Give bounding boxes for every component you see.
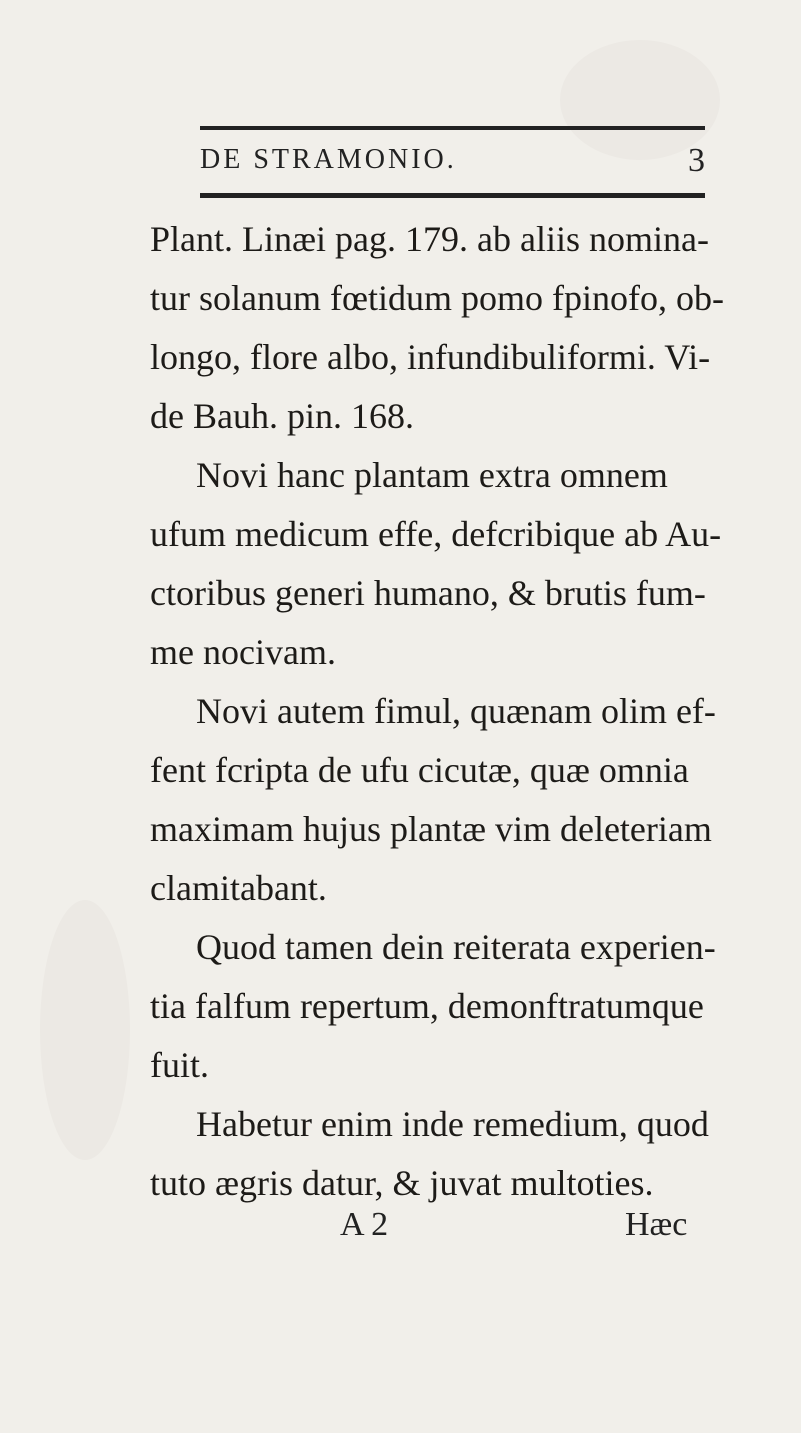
text-line: tuto ægris datur, & juvat multoties. — [150, 1163, 654, 1203]
paragraph-start-line: Habetur enim inde remedium, quod — [196, 1104, 709, 1144]
catchword: Hæc — [625, 1206, 688, 1243]
paragraph-start-line: Quod tamen dein reiterata experien- — [196, 927, 716, 967]
page-number: 3 — [688, 142, 705, 179]
text-line: ctoribus generi humano, & brutis fum- — [150, 573, 706, 613]
text-line: maximam hujus plantæ vim deleteriam — [150, 809, 712, 849]
paper-stain — [40, 900, 130, 1160]
text-line: clamitabant. — [150, 868, 327, 908]
body-text — [150, 210, 780, 1213]
paragraph-start-line: Novi hanc plantam extra omnem — [196, 455, 668, 495]
text-line: longo, flore albo, infundibuliformi. Vi- — [150, 337, 711, 377]
signature-mark: A 2 — [340, 1206, 389, 1243]
page-footer — [0, 1206, 801, 1256]
text-line: tia falfum repertum, demonftratumque — [150, 986, 704, 1026]
text-line: me nocivam. — [150, 632, 336, 672]
text-line: ufum medicum effe, defcribique ab Au- — [150, 514, 722, 554]
text-line: Plant. Linæi pag. 179. ab aliis nomina- — [150, 219, 709, 259]
header-rule-top — [200, 126, 705, 130]
text-line: tur solanum fœtidum pomo fpinofo, ob- — [150, 278, 724, 318]
paragraph-start-line: Novi autem fimul, quænam olim ef- — [196, 691, 716, 731]
running-title: DE STRAMONIO. — [200, 144, 457, 175]
text-line: de Bauh. pin. 168. — [150, 396, 414, 436]
running-header — [200, 144, 705, 184]
header-rule-bottom — [200, 193, 705, 198]
text-line: fuit. — [150, 1045, 209, 1085]
text-line: fent fcripta de ufu cicutæ, quæ omnia — [150, 750, 689, 790]
